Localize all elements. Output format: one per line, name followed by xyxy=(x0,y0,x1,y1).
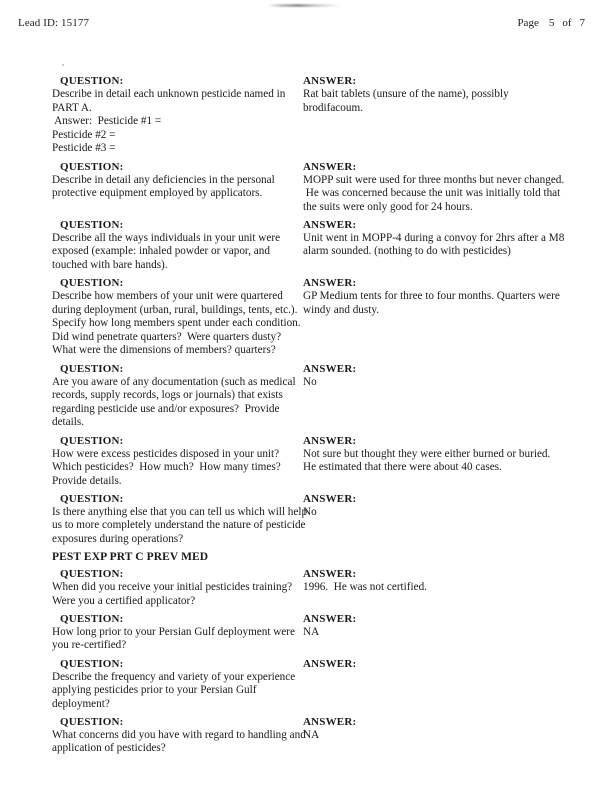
answer-text xyxy=(303,88,593,115)
answer-column xyxy=(303,160,593,215)
answer-label: ANSWER: xyxy=(303,568,357,581)
text-line: No xyxy=(303,375,317,388)
answer-text xyxy=(303,174,593,215)
answer-label: ANSWER: xyxy=(303,277,357,290)
answer-label: ANSWER: xyxy=(303,492,357,505)
text-line: Describe how members of your unit were quartered xyxy=(52,290,283,303)
page-label: Page xyxy=(517,17,539,29)
question-text xyxy=(52,290,301,358)
text-line: Unit went in MOPP-4 during a convoy for 2hrs after a M8 xyxy=(303,231,565,244)
text-line: Are you aware of any documentation (such as medical xyxy=(52,375,296,388)
question-label: QUESTION: xyxy=(60,218,124,231)
question-text xyxy=(52,232,297,273)
text-line: Provide details. xyxy=(52,474,122,487)
text-line: touched with bare hands). xyxy=(52,258,168,271)
question-column xyxy=(52,434,297,489)
answer-text xyxy=(303,448,593,475)
question-column xyxy=(52,362,297,430)
text-line: PART A. xyxy=(52,101,92,114)
question-text xyxy=(52,376,297,430)
question-text xyxy=(52,581,297,608)
question-column xyxy=(52,74,297,156)
text-line: Answer: Pesticide #1 = xyxy=(52,115,162,128)
question-column xyxy=(52,715,306,756)
text-line: No xyxy=(303,505,317,518)
answer-label: ANSWER: xyxy=(303,160,357,173)
answer-column xyxy=(303,657,593,671)
text-line: Describe all the ways individuals in your unit were xyxy=(52,231,281,244)
page-total: 7 xyxy=(579,17,585,29)
answer-column xyxy=(303,567,593,595)
text-line: Did wind penetrate quarters? Were quarters dusty? xyxy=(52,330,282,343)
answer-label: ANSWER: xyxy=(303,218,357,231)
section-heading: PEST EXP PRT C PREV MED xyxy=(52,551,209,564)
answer-text xyxy=(303,581,593,595)
answer-column xyxy=(303,218,593,259)
question-label: QUESTION: xyxy=(60,434,124,447)
text-line: during deployment (urban, rural, buildings, tents, etc.). xyxy=(52,303,298,316)
question-text xyxy=(52,174,297,201)
answer-text xyxy=(303,729,593,743)
text-line: 1996. He was not certified. xyxy=(303,581,427,594)
text-line: When did you receive your initial pesticides training? xyxy=(52,581,293,594)
question-column xyxy=(52,218,297,273)
text-line: exposures during operations? xyxy=(52,532,184,545)
text-line: How were excess pesticides disposed in your unit? xyxy=(52,447,280,460)
page-of-label: of xyxy=(562,17,572,29)
question-column xyxy=(52,492,308,547)
text-line: What were the dimensions of members? quarters? xyxy=(52,344,276,357)
question-label: QUESTION: xyxy=(60,362,124,375)
question-text xyxy=(52,671,297,712)
text-line: details. xyxy=(52,416,85,429)
text-line: He was concerned because the unit was initially told that xyxy=(303,187,561,200)
question-text xyxy=(52,728,306,756)
text-line: exposed (example: inhaled powder or vapor, and xyxy=(52,245,270,258)
answer-text xyxy=(303,232,593,259)
text-line: protective equipment employed by applicators. xyxy=(52,187,263,200)
text-line: NA xyxy=(303,728,320,741)
answer-label: ANSWER: xyxy=(303,434,357,447)
question-label: QUESTION: xyxy=(60,492,124,505)
lead-id: Lead ID: 15177 xyxy=(18,17,90,29)
answer-text xyxy=(303,376,593,390)
text-line: What concerns did you have with regard to handling and xyxy=(52,728,306,741)
scan-artifact-smudge xyxy=(268,4,340,7)
answer-column xyxy=(303,434,593,475)
question-label: QUESTION: xyxy=(60,612,124,625)
question-text xyxy=(52,505,308,547)
scan-artifact-speck xyxy=(62,64,64,66)
answer-label: ANSWER: xyxy=(303,612,357,625)
text-line: windy and dusty. xyxy=(303,303,380,316)
text-line: alarm sounded. (nothing to do with pesticides) xyxy=(303,245,511,258)
question-text xyxy=(52,88,297,156)
text-line: Describe in detail any deficiencies in the personal xyxy=(52,173,275,186)
text-line: records, supply records, logs or journals) that exists xyxy=(52,389,283,402)
text-line: Describe in detail each unknown pesticide named in xyxy=(52,88,286,100)
text-line: Specify how long members spent under each condition. xyxy=(52,317,301,330)
text-line: Pesticide #2 = xyxy=(52,128,116,141)
question-label: QUESTION: xyxy=(60,657,124,670)
question-column xyxy=(52,612,297,653)
page-header xyxy=(0,14,611,32)
text-line: brodifacoum. xyxy=(303,101,363,114)
answer-label: ANSWER: xyxy=(303,75,357,87)
answer-column xyxy=(303,492,593,520)
answer-text xyxy=(303,626,593,640)
page-current: 5 xyxy=(548,17,555,29)
answer-column xyxy=(303,74,593,115)
question-text xyxy=(52,448,297,489)
text-line: applying pesticides prior to your Persian Gulf xyxy=(52,684,257,697)
question-column xyxy=(52,567,297,608)
page-number-indicator xyxy=(517,14,589,32)
question-label: QUESTION: xyxy=(60,75,124,87)
question-label: QUESTION: xyxy=(60,568,124,581)
text-line: Which pesticides? How much? How many times? xyxy=(52,461,281,474)
answer-label: ANSWER: xyxy=(303,715,357,728)
text-line: He estimated that there were about 40 cases. xyxy=(303,461,502,474)
text-line: Pesticide #3 = xyxy=(52,142,116,155)
text-line: the suits were only good for 24 hours. xyxy=(303,200,473,213)
text-line: Rat bait tablets (unsure of the name), possibly xyxy=(303,88,509,100)
text-line: How long prior to your Persian Gulf deployment were xyxy=(52,625,295,638)
text-line: MOPP suit were used for three months but never changed. xyxy=(303,173,565,186)
text-line: application of pesticides? xyxy=(52,742,166,755)
question-label: QUESTION: xyxy=(60,715,124,728)
answer-column xyxy=(303,715,593,743)
answer-label: ANSWER: xyxy=(303,657,357,670)
question-label: QUESTION: xyxy=(60,277,124,290)
text-line: GP Medium tents for three to four months. Quarters were xyxy=(303,290,560,303)
text-line: Describe the frequency and variety of your experience xyxy=(52,670,296,683)
answer-label: ANSWER: xyxy=(303,362,357,375)
answer-column xyxy=(303,276,593,317)
question-column xyxy=(52,160,297,201)
answer-text xyxy=(303,506,593,520)
question-text xyxy=(52,626,297,653)
question-label: QUESTION: xyxy=(60,160,124,173)
text-line: Not sure but thought they were either burned or buried. xyxy=(303,447,551,460)
text-line: us to more completely understand the nature of pesticide xyxy=(52,519,306,532)
text-line: you re-certified? xyxy=(52,639,127,652)
text-line: deployment? xyxy=(52,697,110,710)
answer-column xyxy=(303,612,593,640)
text-line: Is there anything else that you can tell us which will help xyxy=(52,505,308,518)
text-line: regarding pesticide use and/or exposures? Provide xyxy=(52,402,280,415)
question-column xyxy=(52,657,297,712)
text-line: NA xyxy=(303,625,320,638)
question-column xyxy=(52,276,301,358)
text-line: Were you a certified applicator? xyxy=(52,594,196,607)
answer-text xyxy=(303,290,593,317)
answer-column xyxy=(303,362,593,390)
